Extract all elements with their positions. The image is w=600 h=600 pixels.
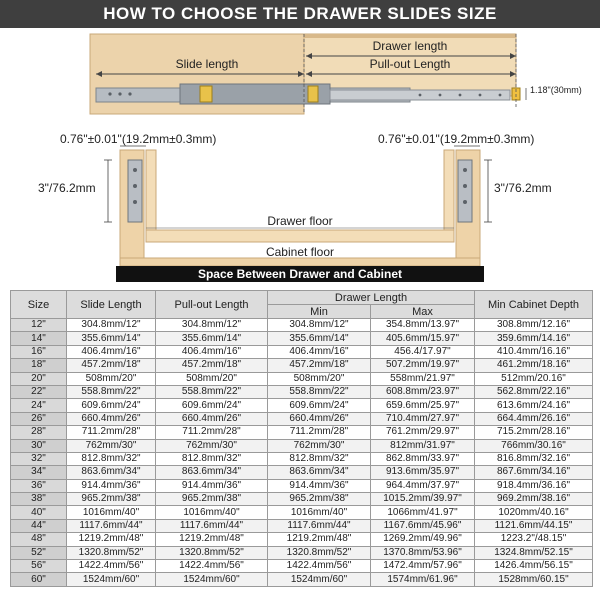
slide-length-cell: 1524mm/60" [67, 573, 156, 586]
drawer-max-cell: 862.8mm/33.97" [371, 452, 475, 465]
drawer-min-cell: 711.2mm/28" [268, 426, 371, 439]
slide-length-cell: 1016mm/40" [67, 506, 156, 519]
size-cell: 14" [11, 332, 67, 345]
pullout-length-label: Pull-out Length [369, 57, 451, 71]
min-cabinet-depth-cell: 461.2mm/18.16" [475, 359, 593, 372]
gap-30mm-label: 1.18"(30mm) [530, 85, 582, 95]
drawer-max-cell: 507.2mm/19.97" [371, 359, 475, 372]
table-row [11, 319, 593, 332]
slide-length-cell: 1219.2mm/48" [67, 533, 156, 546]
drawer-min-cell: 863.6mm/34" [268, 466, 371, 479]
min-cabinet-depth-cell: 1528mm/60.15" [475, 573, 593, 586]
slide-side-view-diagram [0, 28, 600, 126]
size-cell: 34" [11, 466, 67, 479]
drawer-min-cell: 1422.4mm/56" [268, 560, 371, 573]
slide-length-cell: 508mm/20" [67, 372, 156, 385]
slide-length-cell: 914.4mm/36" [67, 479, 156, 492]
drawer-max-cell: 1066mm/41.97" [371, 506, 475, 519]
drawer-min-cell: 609.6mm/24" [268, 399, 371, 412]
drawer-min-cell: 762mm/30" [268, 439, 371, 452]
cabinet-floor [120, 258, 480, 266]
header-max: Max [371, 305, 475, 319]
min-cabinet-depth-cell: 1223.2"/48.15" [475, 533, 593, 546]
pullout-length-cell: 304.8mm/12" [156, 319, 268, 332]
pullout-length-cell: 1117.6mm/44" [156, 519, 268, 532]
size-table [10, 290, 593, 587]
size-cell: 38" [11, 493, 67, 506]
slide-length-cell: 1422.4mm/56" [67, 560, 156, 573]
drawer-min-cell: 355.6mm/14" [268, 332, 371, 345]
pullout-length-cell: 508mm/20" [156, 372, 268, 385]
pullout-length-cell: 965.2mm/38" [156, 493, 268, 506]
drawer-min-cell: 508mm/20" [268, 372, 371, 385]
drawer-max-cell: 812mm/31.97" [371, 439, 475, 452]
table-row [11, 533, 593, 546]
table-body [11, 319, 593, 587]
drawer-min-cell: 1117.6mm/44" [268, 519, 371, 532]
min-cabinet-depth-cell: 664.4mm/26.16" [475, 412, 593, 425]
table-row [11, 573, 593, 586]
size-cell: 40" [11, 506, 67, 519]
size-cell: 28" [11, 426, 67, 439]
drawer-min-cell: 304.8mm/12" [268, 319, 371, 332]
min-cabinet-depth-cell: 613.6mm/24.16" [475, 399, 593, 412]
drawer-max-cell: 1269.2mm/49.96" [371, 533, 475, 546]
table-row [11, 359, 593, 372]
drawer-floor [146, 230, 454, 242]
min-cabinet-depth-cell: 308.8mm/12.16" [475, 319, 593, 332]
size-cell: 30" [11, 439, 67, 452]
table-row [11, 372, 593, 385]
table-row [11, 439, 593, 452]
pullout-length-cell: 355.6mm/14" [156, 332, 268, 345]
size-cell: 48" [11, 533, 67, 546]
table-row [11, 560, 593, 573]
pullout-length-cell: 1320.8mm/52" [156, 546, 268, 559]
header-min-cabinet-depth: Min Cabinet Depth [475, 291, 593, 319]
drawer-min-cell: 1524mm/60" [268, 573, 371, 586]
drawer-min-cell: 914.4mm/36" [268, 479, 371, 492]
drawer-max-cell: 1370.8mm/53.96" [371, 546, 475, 559]
drawer-max-cell: 558mm/21.97" [371, 372, 475, 385]
right-height-label: 3"/76.2mm [494, 181, 552, 195]
min-cabinet-depth-cell: 1426.4mm/56.15" [475, 560, 593, 573]
table-row [11, 452, 593, 465]
drawer-max-cell: 1015.2mm/39.97" [371, 493, 475, 506]
min-cabinet-depth-cell: 1121.6mm/44.15" [475, 519, 593, 532]
drawer-max-cell: 608.8mm/23.97" [371, 385, 475, 398]
drawer-max-cell: 1472.4mm/57.96" [371, 560, 475, 573]
slide-length-cell: 965.2mm/38" [67, 493, 156, 506]
pullout-length-cell: 406.4mm/16" [156, 345, 268, 358]
table-row [11, 466, 593, 479]
pullout-length-cell: 457.2mm/18" [156, 359, 268, 372]
drawer-min-cell: 660.4mm/26" [268, 412, 371, 425]
drawer-max-cell: 1167.6mm/45.96" [371, 519, 475, 532]
min-cabinet-depth-cell: 562.8mm/22.16" [475, 385, 593, 398]
pullout-length-cell: 1524mm/60" [156, 573, 268, 586]
min-cabinet-depth-cell: 969.2mm/38.16" [475, 493, 593, 506]
pullout-length-cell: 609.6mm/24" [156, 399, 268, 412]
header-slide-length: Slide Length [67, 291, 156, 319]
pullout-length-cell: 660.4mm/26" [156, 412, 268, 425]
left-height-label: 3"/76.2mm [38, 181, 96, 195]
slide-length-label: Slide length [175, 57, 239, 71]
page-title: HOW TO CHOOSE THE DRAWER SLIDES SIZE [0, 0, 600, 28]
table-row [11, 385, 593, 398]
size-cell: 16" [11, 345, 67, 358]
pullout-length-cell: 863.6mm/34" [156, 466, 268, 479]
slide-length-cell: 812.8mm/32" [67, 452, 156, 465]
slide-length-cell: 762mm/30" [67, 439, 156, 452]
slide-length-cell: 406.4mm/16" [67, 345, 156, 358]
drawer-max-cell: 761.2mm/29.97" [371, 426, 475, 439]
min-cabinet-depth-cell: 867.6mm/34.16" [475, 466, 593, 479]
table-row [11, 345, 593, 358]
drawer-max-cell: 913.6mm/35.97" [371, 466, 475, 479]
drawer-min-cell: 812.8mm/32" [268, 452, 371, 465]
drawer-min-cell: 558.8mm/22" [268, 385, 371, 398]
pullout-length-cell: 762mm/30" [156, 439, 268, 452]
size-cell: 18" [11, 359, 67, 372]
header-size: Size [11, 291, 67, 319]
size-cell: 44" [11, 519, 67, 532]
size-cell: 56" [11, 560, 67, 573]
header-min: Min [268, 305, 371, 319]
slide-length-cell: 711.2mm/28" [67, 426, 156, 439]
table-row [11, 426, 593, 439]
drawer-min-cell: 1016mm/40" [268, 506, 371, 519]
slide-length-cell: 304.8mm/12" [67, 319, 156, 332]
space-between-label: Space Between Drawer and Cabinet [197, 267, 403, 281]
slide-length-cell: 1320.8mm/52" [67, 546, 156, 559]
pullout-length-cell: 1422.4mm/56" [156, 560, 268, 573]
cabinet-cross-section-diagram [0, 126, 600, 286]
pullout-length-cell: 558.8mm/22" [156, 385, 268, 398]
pullout-length-cell: 1219.2mm/48" [156, 533, 268, 546]
slide-length-cell: 457.2mm/18" [67, 359, 156, 372]
drawer-max-cell: 354.8mm/13.97" [371, 319, 475, 332]
size-cell: 12" [11, 319, 67, 332]
size-cell: 60" [11, 573, 67, 586]
slide-length-cell: 609.6mm/24" [67, 399, 156, 412]
size-table-container [10, 290, 592, 592]
slide-length-cell: 1117.6mm/44" [67, 519, 156, 532]
min-cabinet-depth-cell: 715.2mm/28.16" [475, 426, 593, 439]
size-cell: 24" [11, 399, 67, 412]
drawer-min-cell: 457.2mm/18" [268, 359, 371, 372]
drawer-max-cell: 710.4mm/27.97" [371, 412, 475, 425]
drawer-min-cell: 406.4mm/16" [268, 345, 371, 358]
drawer-max-cell: 405.6mm/15.97" [371, 332, 475, 345]
slide-length-cell: 863.6mm/34" [67, 466, 156, 479]
pullout-length-cell: 812.8mm/32" [156, 452, 268, 465]
min-cabinet-depth-cell: 1020mm/40.16" [475, 506, 593, 519]
right-gap-label: 0.76"±0.01"(19.2mm±0.3mm) [378, 132, 535, 146]
cabinet-floor-label: Cabinet floor [265, 245, 335, 259]
min-cabinet-depth-cell: 512mm/20.16" [475, 372, 593, 385]
table-row [11, 519, 593, 532]
table-row [11, 506, 593, 519]
size-cell: 32" [11, 452, 67, 465]
pullout-length-cell: 711.2mm/28" [156, 426, 268, 439]
size-cell: 20" [11, 372, 67, 385]
min-cabinet-depth-cell: 816.8mm/32.16" [475, 452, 593, 465]
slide-length-cell: 660.4mm/26" [67, 412, 156, 425]
slide-length-cell: 355.6mm/14" [67, 332, 156, 345]
size-cell: 22" [11, 385, 67, 398]
min-cabinet-depth-cell: 1324.8mm/52.15" [475, 546, 593, 559]
drawer-min-cell: 965.2mm/38" [268, 493, 371, 506]
drawer-max-cell: 1574mm/61.96" [371, 573, 475, 586]
left-gap-label: 0.76"±0.01"(19.2mm±0.3mm) [60, 132, 217, 146]
table-row [11, 332, 593, 345]
size-cell: 36" [11, 479, 67, 492]
table-row [11, 493, 593, 506]
drawer-max-cell: 964.4mm/37.97" [371, 479, 475, 492]
drawer-max-cell: 456.4/17.97" [371, 345, 475, 358]
table-row [11, 412, 593, 425]
min-cabinet-depth-cell: 359.6mm/14.16" [475, 332, 593, 345]
table-row [11, 546, 593, 559]
min-cabinet-depth-cell: 918.4mm/36.16" [475, 479, 593, 492]
drawer-min-cell: 1320.8mm/52" [268, 546, 371, 559]
drawer-max-cell: 659.6mm/25.97" [371, 399, 475, 412]
pullout-length-cell: 1016mm/40" [156, 506, 268, 519]
drawer-min-cell: 1219.2mm/48" [268, 533, 371, 546]
pullout-length-cell: 914.4mm/36" [156, 479, 268, 492]
size-cell: 52" [11, 546, 67, 559]
slide-length-cell: 558.8mm/22" [67, 385, 156, 398]
header-drawer-length: Drawer Length [268, 291, 475, 305]
drawer-length-label: Drawer length [372, 39, 448, 53]
min-cabinet-depth-cell: 766mm/30.16" [475, 439, 593, 452]
drawer-floor-label: Drawer floor [267, 214, 333, 228]
size-cell: 26" [11, 412, 67, 425]
header-pullout-length: Pull-out Length [156, 291, 268, 319]
table-row [11, 479, 593, 492]
min-cabinet-depth-cell: 410.4mm/16.16" [475, 345, 593, 358]
table-row [11, 399, 593, 412]
